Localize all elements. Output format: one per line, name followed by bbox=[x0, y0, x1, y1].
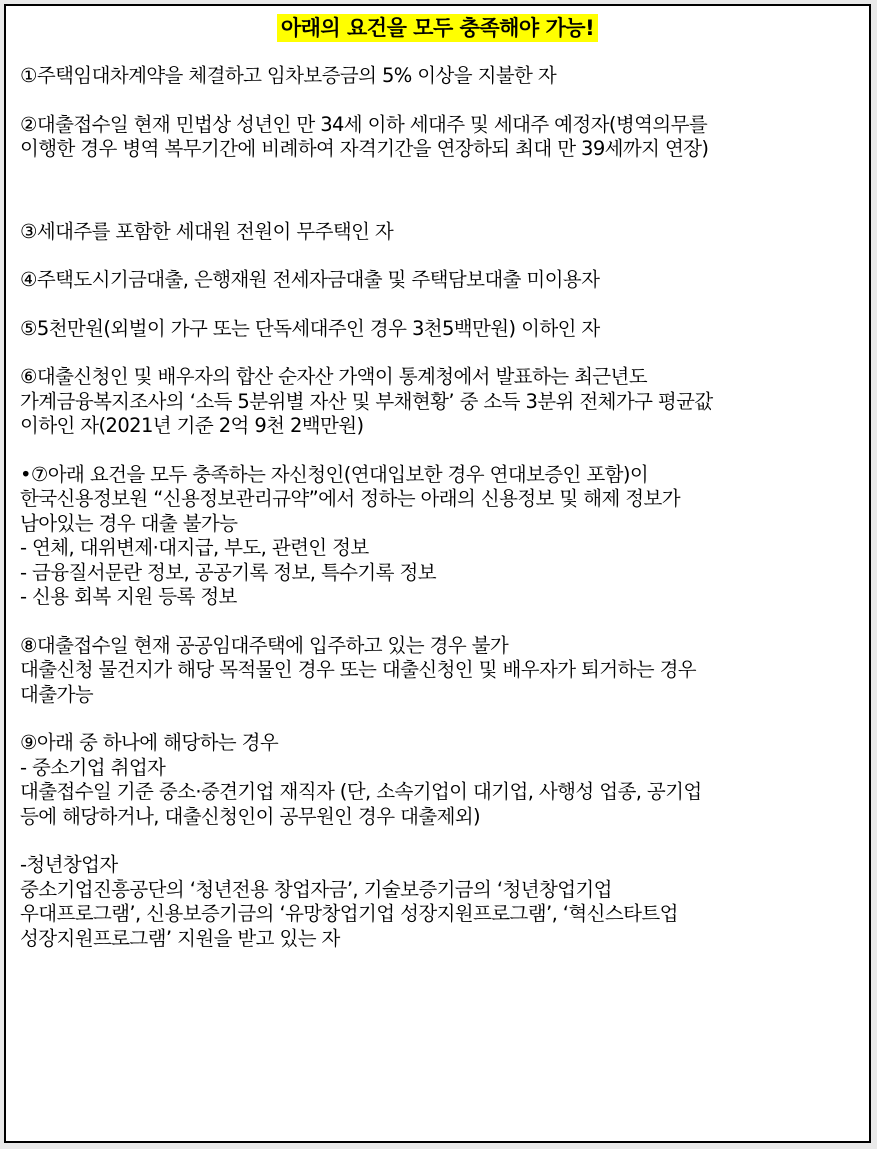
requirement-2 bbox=[20, 113, 866, 162]
requirement-line: ⑧대출접수일 현재 공공임대주택에 입주하고 있는 경우 불가 bbox=[20, 633, 509, 657]
requirement-3 bbox=[20, 220, 866, 245]
requirement-line: 한국신용정보원 “신용정보관리규약”에서 정하는 아래의 신용정보 및 해제 정보가 bbox=[20, 487, 681, 510]
requirement-line: 이행한 경우 병역 복무기간에 비례하여 자격기간을 연장하되 최대 만 39세까지 연장) bbox=[20, 137, 709, 160]
title-wrap bbox=[6, 14, 869, 42]
requirement-6 bbox=[20, 365, 866, 439]
requirements-list bbox=[20, 64, 866, 951]
requirement-5 bbox=[20, 317, 866, 342]
requirement-line: ⑥대출신청인 및 배우자의 합산 순자산 가액이 통계청에서 발표하는 최근년도 bbox=[20, 365, 648, 388]
requirement-line: - 금융질서문란 정보, 공공기록 정보, 특수기록 정보 bbox=[20, 560, 436, 584]
requirement-line: - 중소기업 취업자 bbox=[20, 755, 166, 779]
page-title: 아래의 요건을 모두 충족해야 가능! bbox=[277, 14, 598, 42]
requirement-line: 대출가능 bbox=[20, 682, 93, 706]
document-page bbox=[4, 4, 871, 1143]
requirement-line: 가계금융복지조사의 ‘소득 5분위별 자산 및 부채현황’ 중 소득 3분위 전체가구 평균값 bbox=[20, 389, 713, 413]
requirement-10 bbox=[20, 853, 866, 951]
requirement-line: 대출접수일 기준 중소·중견기업 재직자 (단, 소속기업이 대기업, 사행성 업종, 공기업 bbox=[20, 780, 702, 803]
requirement-line: ⑤5천만원(외벌이 가구 또는 단독세대주인 경우 3천5백만원) 이하인 자 bbox=[20, 316, 600, 340]
requirement-line: ②대출접수일 현재 민법상 성년인 만 34세 이하 세대주 및 세대주 예정자(병역의무를 bbox=[20, 112, 708, 136]
requirement-line: - 신용 회복 지원 등록 정보 bbox=[20, 585, 237, 608]
requirement-line: ①주택임대차계약을 체결하고 임차보증금의 5% 이상을 지불한 자 bbox=[20, 64, 557, 87]
requirement-8 bbox=[20, 634, 866, 708]
requirement-9 bbox=[20, 731, 866, 829]
requirement-line: ④주택도시기금대출, 은행재원 전세자금대출 및 주택담보대출 미이용자 bbox=[20, 268, 600, 291]
requirement-line: 성장지원프로그램’ 지원을 받고 있는 자 bbox=[20, 926, 340, 950]
requirement-7 bbox=[20, 463, 866, 610]
requirement-line: 등에 해당하거나, 대출신청인이 공무원인 경우 대출제외) bbox=[20, 804, 481, 828]
requirement-line: 이하인 자(2021년 기준 2억 9천 2백만원) bbox=[20, 414, 364, 437]
requirement-line: 중소기업진흥공단의 ‘청년전용 창업자금’, 기술보증기금의 ‘청년창업기업 bbox=[20, 877, 612, 901]
requirement-line: ⑨아래 중 하나에 해당하는 경우 bbox=[20, 731, 279, 754]
requirement-line: 우대프로그램’, 신용보증기금의 ‘유망창업기업 성장지원프로그램’, ‘혁신스타트업 bbox=[20, 902, 678, 925]
requirement-line: - 연체, 대위변제·대지급, 부도, 관련인 정보 bbox=[20, 536, 369, 559]
requirement-line: -청년창업자 bbox=[20, 853, 118, 876]
requirement-4 bbox=[20, 268, 866, 293]
requirement-line: ③세대주를 포함한 세대원 전원이 무주택인 자 bbox=[20, 219, 394, 243]
requirement-line: 남아있는 경우 대출 불가능 bbox=[20, 511, 238, 535]
requirement-line: •⑦아래 요건을 모두 충족하는 자신청인(연대입보한 경우 연대보증인 포함)이 bbox=[20, 462, 649, 486]
requirement-line: 대출신청 물건지가 해당 목적물인 경우 또는 대출신청인 및 배우자가 퇴거하는 경우 bbox=[20, 658, 697, 681]
requirement-1 bbox=[20, 64, 866, 89]
